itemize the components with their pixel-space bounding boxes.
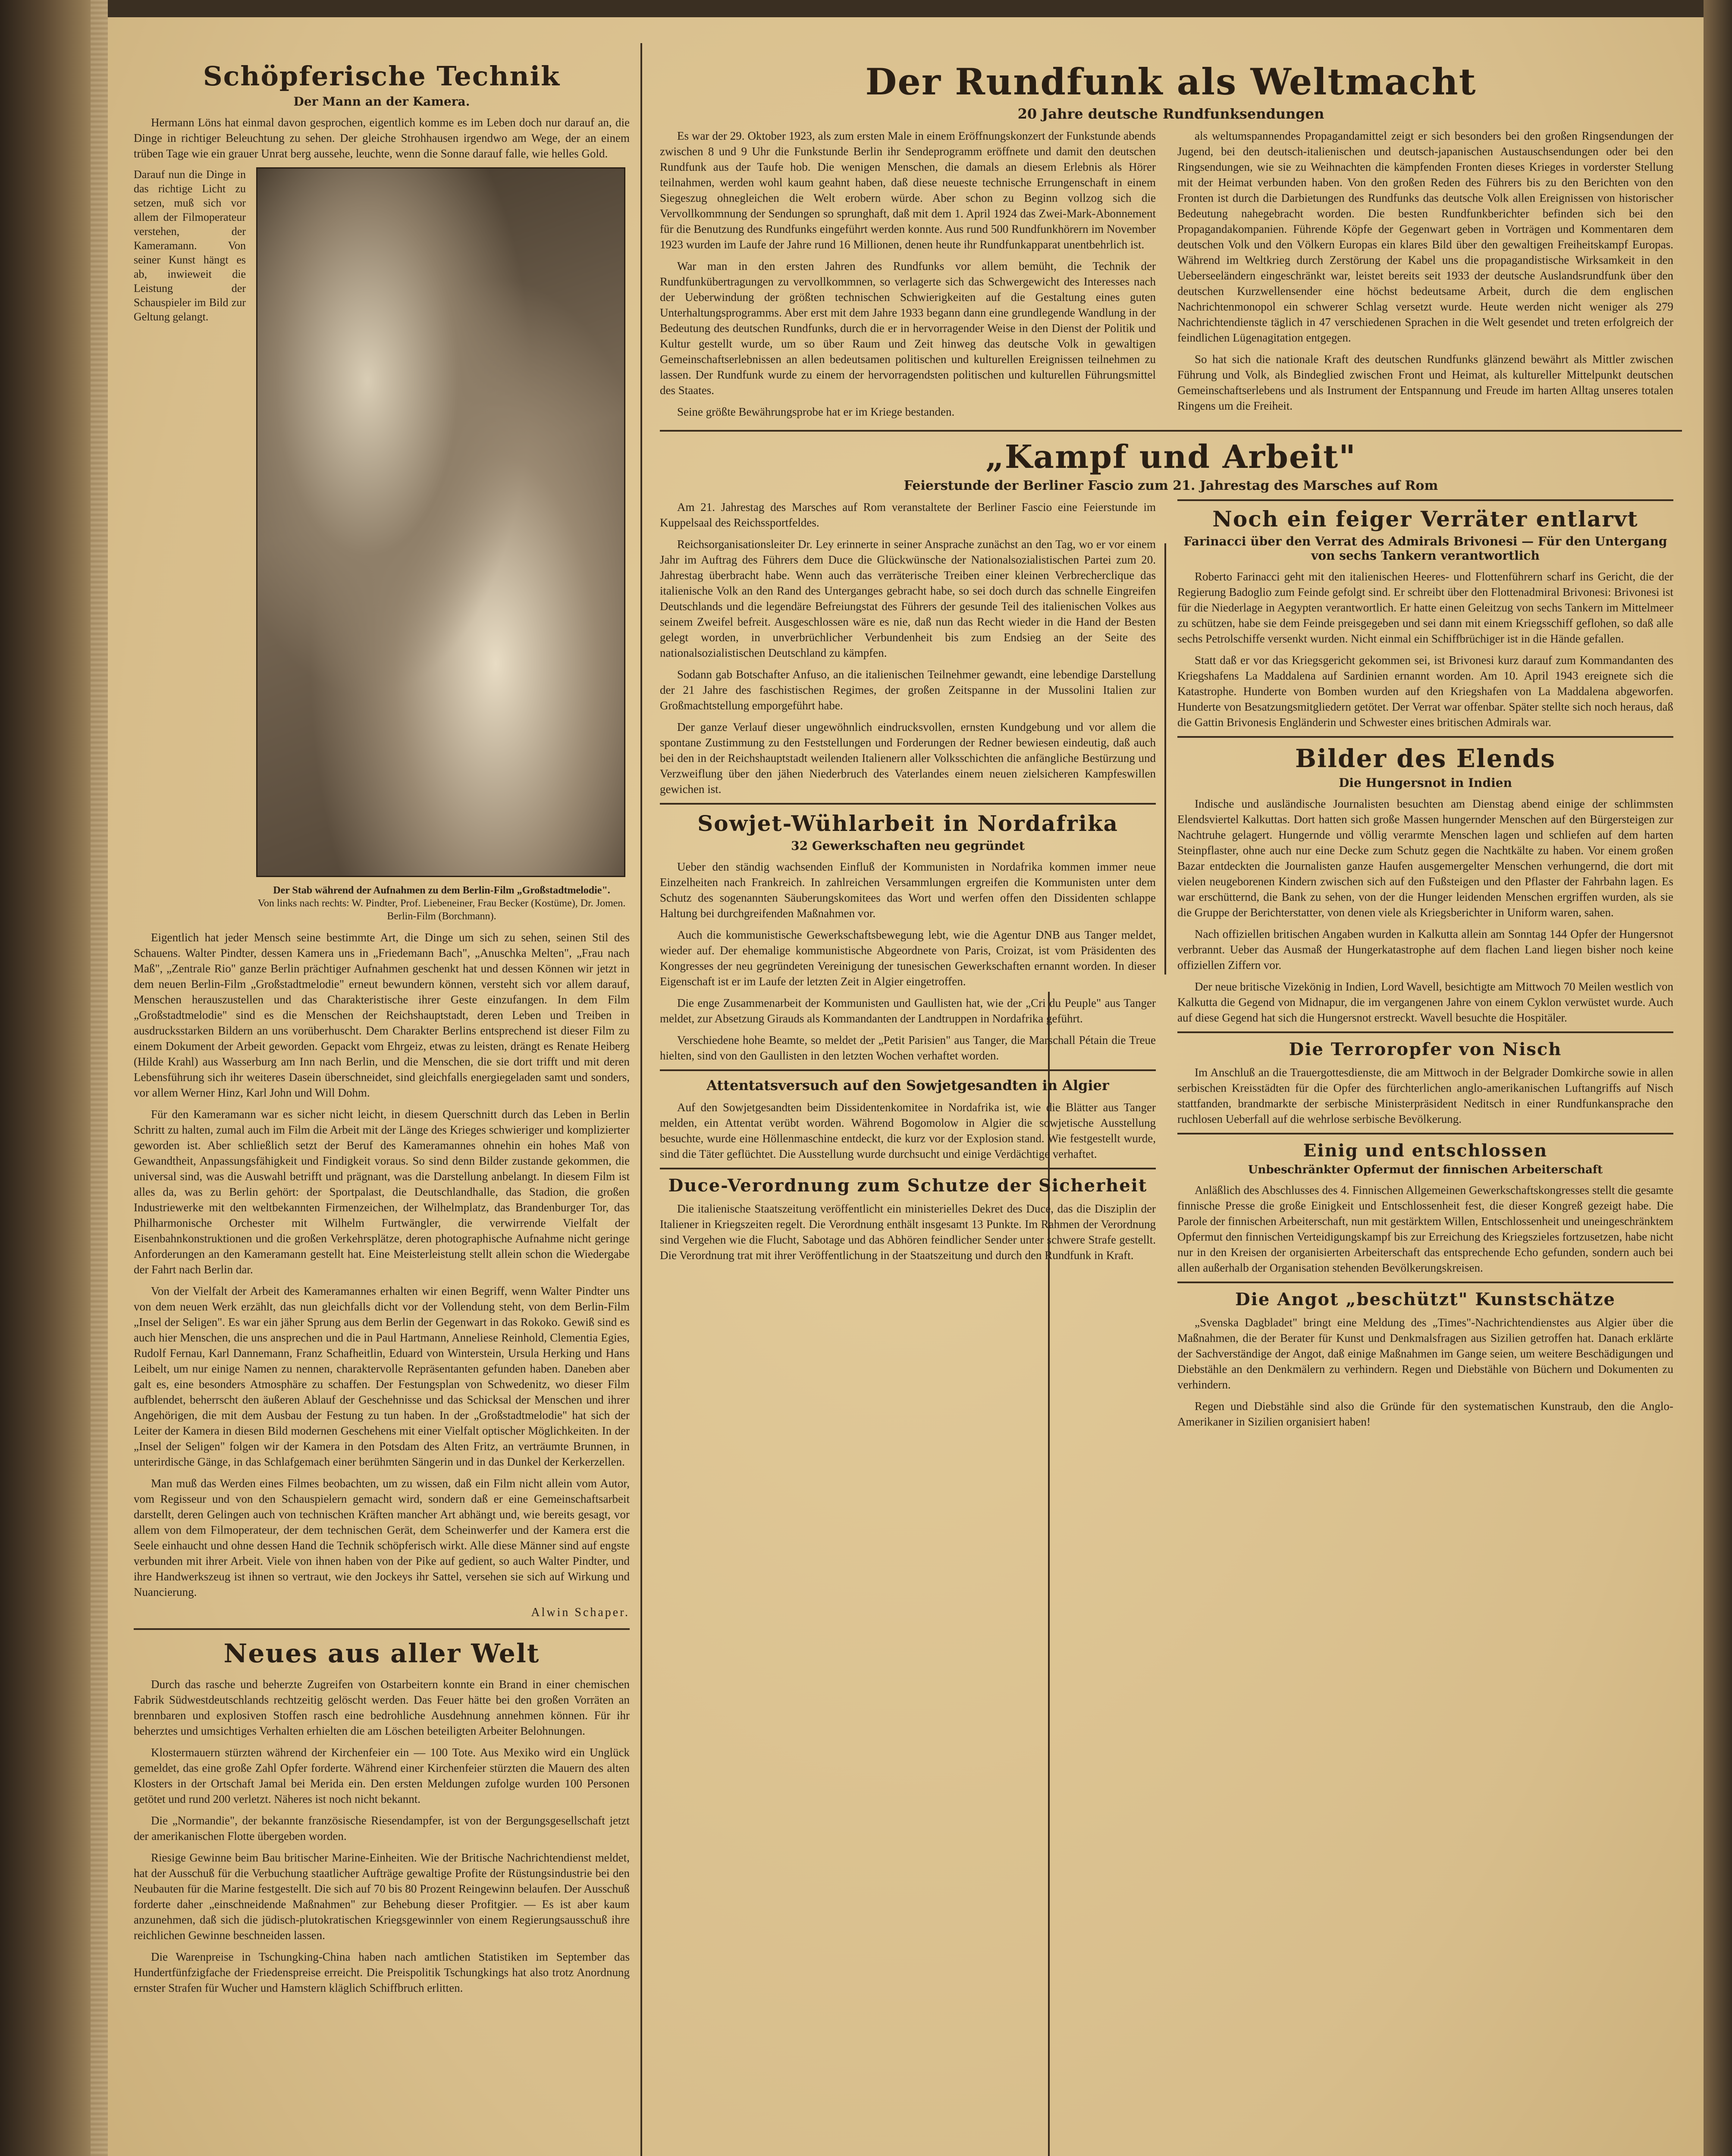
kampf-paragraph: Sodann gab Botschafter Anfuso, an die italienischen Teilnehmer gewandt, eine lebendige Darstellung der 21 Jahre des faschistischen Regimes, der großen Zeitspanne in der Mussolini Italien zur Großmachtstellung emporgeführt habe. bbox=[660, 668, 1156, 712]
kampf-paragraph: Der ganze Verlauf dieser ungewöhnlich eindrucksvollen, ernsten Kundgebung und vor allem die spontane Zustimmung zu den Feststellungen und Forderungen der Redner bewiesen eindeutig, daß auch bei den in der Reichshauptstadt weilenden Italienern aller Volksschichten die anfängliche Bestürzung und Verzweiflung über den jähen Niederbruch des Vaterlandes einem neuen zielsicheren Kampfeswillen gewichen ist. bbox=[660, 721, 1156, 796]
headline-bilder-des-elends: Bilder des Elends bbox=[1295, 744, 1556, 773]
headline-schoepferische-technik: Schöpferische Technik bbox=[203, 60, 561, 92]
rundfunk-paragraph: So hat sich die nationale Kraft des deutschen Rundfunks glänzend bewährt als Mittler zwischen Führung und Volk, als Bindeglied zwischen Front und Heimat, als kultureller Mittelpunkt deutschen Gemeinschaftserlebens und als Instrument der Entspannung und Freude im harten Alltag unseres totalen Ringens um die Freiheit. bbox=[1177, 353, 1673, 412]
kampf-paragraph: Reichsorganisationsleiter Dr. Ley erinnerte in seiner Ansprache zunächst an den Tag, wo er vor einem Jahr im Auftrag des Führers dem Duce die Glückwünsche der Nationalsozialistischen Partei zum 20. Jahrestag überbracht habe. Wenn auch das verräterische Treiben einer kleinen Verbrecherclique das italienische Volk an den Rand des Unterganges gebracht habe, so sei doch durch das schnelle Eingreifen Deutschlands und die legendäre Befreiungstat des Führers der gesunde Teil des italienischen Volkes aus seinem Zweifel befreit. Ausgeschlossen wäre es nie, daß nun das Recht wieder in die Hand der Besten gelegt worden, in unverbrüchlicher Verbundenheit bis zum Endsieg an der Seite des nationalsozialistischen Deutschland zu kämpfen. bbox=[660, 538, 1156, 659]
rundfunk-paragraph: War man in den ersten Jahren des Rundfunks vor allem bemüht, die Technik der Rundfunkübertragungen zu vervollkommnen, so verlagerte sich das Schwergewicht des Interesses nach der Ueberwindung der größten technischen Schwierigkeiten auf die Gestaltung eines guten Unterhaltungsprogramms. Aber erst mit dem Jahre 1933 begann dann eine grundlegende Wandlung in der Bedeutung des deutschen Rundfunks, durch die er in hervorragender Weise in den Dienst der Politik und Kultur gestellt wurde, um so über Raum und Zeit hinweg das deutsche Volk in gewaltigen Gemeinschaftserlebnissen an allen bedeutsamen politischen und kulturellen Ereignissen teilnehmen zu lassen. Der Rundfunk wurde zu einem der hervorragendsten politischen und kulturellen Führungsmittel des Staates. bbox=[660, 260, 1156, 397]
section-rule bbox=[1177, 736, 1673, 738]
subhead-einig: Unbeschränkter Opfermut der finnischen Arbeiterschaft bbox=[1248, 1163, 1603, 1176]
article-paragraph: Von der Vielfalt der Arbeit des Kameramannes erhalten wir einen Begriff, wenn Walter Pindter uns von dem neuen Werk erzählt, das nun gleichfalls dicht vor der Vollendung steht, von dem Berlin-Film „Insel der Seligen". Es war ein jäher Sprung aus dem Berlin der Gegenwart in das Rokoko. Gewiß sind es auch hier Menschen, die uns ansprechen und die in Paul Hartmann, Anneliese Reinhold, Clementia Egies, Rudolf Fernau, Karl Dannemann, Franz Schafheitlin, Eduard von Winterstein, Ursula Herking und Hans Leibelt, um nur einige Namen zu nennen, charaktervolle Repräsentanten gefunden haben. Daneben aber galt es, eine besonders Atmosphäre zu schaffen. Der Festungsplan von Schwedenitz, wo dieser Film aufblendet, beherrscht den äußeren Ablauf der Geschehnisse und das Schicksal der Menschen und ihrer Angehörigen, die mit dem Ausbau der Festung zu tun haben. In der „Großstadtmelodie" hat sich der Leiter der Kamera in diesen Bild modernen Geschehens mit einer Vielfalt optischer Möglichkeiten. In der „Insel der Seligen" folgen wir der Kamera in den Potsdam des Alten Fritz, an verträumte Brunnen, in unterirdische Gänge, in das Schlafgemach einer berühmten Sängerin und in das Dunkel der Kerkerzellen. bbox=[134, 1285, 630, 1468]
rundfunk-paragraph: als weltumspannendes Propagandamittel zeigt er sich besonders bei den großen Ringsendungen der Jugend, bei den deutsch-italienischen und deutsch-japanischen Austauschsendungen oder bei den Ringsendungen, wie sie zu Weihnachten die kämpfenden Fronten dieses Krieges in vorderster Stellung mit der Heimat verbunden haben. Von den großen Reden des Führers bis zu den Berichten von den Fronten ist durch die Darbietungen des Rundfunks das deutsche Volk allen Ereignissen von historischer Bedeutung nahegebracht worden. Die besten Rundfunkberichter befinden sich bei den Propagandakompanien. Führende Köpfe der Gegenwart geben in Vorträgen und Kommentaren dem deutschen Volk und den Völkern Europas ein klares Bild über den gewaltigen Freiheitskampf Europas. Während im Weltkrieg durch Zerstörung der Kabel uns die propagandistische Wirksamkeit in den Ueberseeländern eingeschränkt war, leistet bereits seit 1933 der deutsche Auslandsrundfunk über den deutschen Kurzwellensender eine höchst bedeutsame Arbeit, durch die dem englischen Nachrichtenmonopol ein schwerer Schlag versetzt wurde. Heute werden nicht weniger als 279 Nachrichtendienste täglich in 47 verschiedenen Sprachen in die Welt gesendet und treten erfolgreich der feindlichen Lügenagitation entgegen. bbox=[1177, 129, 1673, 344]
photo-caption-title: Der Stab während der Aufnahmen zu dem Berlin-Film „Großstadtmelodie". bbox=[273, 885, 610, 896]
headline-verraeter: Noch ein feiger Verräter entlarvt bbox=[1212, 506, 1638, 532]
headline-neues-aus-aller-welt: Neues aus aller Welt bbox=[223, 1639, 540, 1669]
photo-caption-detail: Von links nach rechts: W. Pindter, Prof. Liebeneiner, Frau Becker (Kostüme), Dr. Jomen. Berlin-Film (Borchmann). bbox=[257, 898, 626, 922]
subhead-kampf: Feierstunde der Berliner Fascio zum 21. Jahrestag des Marsches auf Rom bbox=[904, 478, 1438, 493]
headline-sowjet-wuehlarbeit: Sowjet-Wühlarbeit in Nordafrika bbox=[697, 811, 1118, 836]
subhead-elend: Die Hungersnot in Indien bbox=[1339, 776, 1512, 790]
news-item: Klostermauern stürzten während der Kirchenfeier ein — 100 Tote. Aus Mexiko wird ein Unglück gemeldet, das eine große Zahl Opfer forderte. Während einer Kirchenfeier stürzten die Mauern des alten Klosters in der Ortschaft Jamal bei Merida ein. Den ersten Meldungen zufolge wurden 100 Personen getötet und rund 200 verletzt. Näheres ist noch nicht bekannt. bbox=[134, 1746, 630, 1805]
rundfunk-paragraph: Seine größte Bewährungsprobe hat er im Kriege bestanden. bbox=[677, 405, 955, 418]
terror-paragraph: Im Anschluß an die Trauergottesdienste, die am Mittwoch in der Belgrader Domkirche sowie in allen serbischen Kreisstädten für die Opfer des fürchterlichen anglo-amerikanischen Luftangriffs auf Nisch stattfanden, brandmarkte der serbische Ministerpräsident Neditsch in einer Rundfunkansprache den ruchlosen Ueberfall auf die wehrlose serbische Bevölkerung. bbox=[1177, 1066, 1673, 1125]
article-paragraph: Hermann Löns hat einmal davon gesprochen, eigentlich komme es im Leben doch nur darauf an, die Dinge in richtiger Beleuchtung zu sehen. Der gleiche Strohhausen irgendwo am Wege, der an einem trüben Tage wie ein grauer Unrat berg aussehe, leuchte, wenn die Sonne darauf falle, wie helles Gold. bbox=[134, 116, 630, 160]
verraeter-paragraph: Roberto Farinacci geht mit den italienischen Heeres- und Flottenführern scharf ins Gericht, die der Regierung Badoglio zum Feinde gefolgt sind. Er schreibt über den Flottenadmiral Brivonesi: Brivonesi ist für die Niederlage in Aegypten verantwortlich. Er hatte einen Geleitzug von sechs Tankern im Mittelmeer zu schützen, habe sie dem Feinde preisgegeben und sei dann mit einem Kriegsschiff geflohen, so daß alle sechs Petrolschiffe versenkt wurden. Nicht einmal ein Schiffbrüchiger ist in die Hände gefallen. bbox=[1177, 570, 1673, 645]
column-rule-left bbox=[640, 43, 642, 2156]
section-rule bbox=[1177, 1282, 1673, 1283]
headline-terroropfer: Die Terroropfer von Nisch bbox=[1289, 1039, 1562, 1059]
attentat-paragraph: Auf den Sowjetgesandten beim Dissidentenkomitee in Nordafrika ist, wie die Blätter aus Tanger melden, ein Attentat verübt worden. Während Bogomolow in Algier die sowjetische Ausstellung besuchte, wurde eine Höllenmaschine entdeckt, die kurz vor der Explosion stand. Wie festgestellt wurde, sind die Täter geflüchtet. Die Ausstellung wurde durchsucht und einige Verdächtige verhaftet. bbox=[660, 1101, 1156, 1160]
newspaper-page bbox=[108, 17, 1704, 2156]
duce-paragraph: Die italienische Staatszeitung veröffentlicht ein ministerielles Dekret des Duce, das die Disziplin der Italiener in Kriegszeiten regelt. Die Verordnung enthält insgesamt 13 Punkte. Im Rahmen der Verordnung sind Vergehen wie die Flucht, Sabotage und das Abhören feindlicher Sender unter schwere Strafe gestellt. Die Verordnung trat mit ihrer Veröffentlichung in der Staatszeitung und durch den Rundfunk in Kraft. bbox=[660, 1202, 1156, 1262]
section-rule bbox=[1177, 1133, 1673, 1134]
headline-rundfunk-weltmacht: Der Rundfunk als Weltmacht bbox=[865, 60, 1477, 103]
section-rule bbox=[660, 1168, 1156, 1169]
sowjet-paragraph: Verschiedene hohe Beamte, so meldet der „Petit Parisien" aus Tanger, die Marschall Pétain die Treue hielten, sind von den Gaullisten in den letzten Wochen verhaftet worden. bbox=[660, 1034, 1156, 1062]
headline-angot: Die Angot „beschützt" Kunstschätze bbox=[1235, 1289, 1616, 1310]
news-item: Die „Normandie", der bekannte französische Riesendampfer, ist von der Bergungsgesellschaft jetzt der amerikanischen Flotte übergeben worden. bbox=[134, 1814, 630, 1843]
column-left bbox=[134, 60, 630, 2002]
headline-duce-verordnung: Duce-Verordnung zum Schutze der Sicherheit bbox=[668, 1175, 1148, 1196]
article-paragraph: Für den Kameramann war es sicher nicht leicht, in diesem Querschnitt durch das Leben in Berlin Schritt zu halten, zumal auch im Film die Arbeit mit der Länge des Krieges schwieriger und komplizierter geworden ist. Aber schließlich setzt der Beruf des Kameramannes ohnehin ein hohes Maß von Gewandtheit, Anpassungsfähigkeit und Findigkeit voraus. So sind denn Bilder zustande gekommen, die universal sind, was die Auswahl betrifft und prägnant, was die Darstellung anbelangt. In diesem Film ist alles da, was zu Berlin gehört: der Sportpalast, die Deutschlandhalle, das Stadion, die großen Industriewerke mit den weltbekannten Firmenzeichen, der Wilhelmplatz, das Brandenburger Tor, das Philharmonische Orchester mit Wilhelm Furtwängler, die verwirrende Vielfalt der Eisenbahnkonstruktionen und die großen Verkehrsplätze, deren photographische Aufnahme nicht geringe Anforderungen an den Kameramann gestellt hat. Eine Meisterleistung stellt allein schon die Wiedergabe der Fahrt nach Berlin dar. bbox=[134, 1108, 630, 1276]
rundfunk-paragraph: Es war der 29. Oktober 1923, als zum ersten Male in einem Eröffnungskonzert der Funkstunde abends zwischen 8 und 9 Uhr die Funkstunde Berlin ihr Sendeprogramm eröffnete und damit den deutschen Rundfunk aus der Taufe hob. Die wenigen Menschen, die damals an diesem Erlebnis als Hörer teilnahmen, werden wohl kaum geahnt haben, daß diese neueste technische Errungenschaft in einem Siegeszug ohnegleichen die Welt erobern würde. Aber schon zu Beginn vollzog sich die Vervollkommnung der Sendungen so sprunghaft, daß mit dem 1. April 1924 das Zwei-Mark-Abonnement für die Benutzung des Rundfunks eingeführt werden konnte. Aus rund 500 Rundfunkhörern im November 1923 wurden im Laufe der Jahre rund 16 Millionen, denen heute ihr Rundfunkapparat unentbehrlich ist. bbox=[660, 129, 1156, 251]
subhead-sowjet: 32 Gewerkschaften neu gegründet bbox=[791, 839, 1025, 853]
elend-paragraph: Nach offiziellen britischen Angaben wurden in Kalkutta allein am Sonntag 144 Opfer der Hungersnot verbrannt. Ueber das Ausmaß der Hungerkatastrophe auf dem flachen Land liegen bisher noch keine offiziellen Ziffern vor. bbox=[1177, 928, 1673, 971]
article-paragraph: Man muß das Werden eines Filmes beobachten, um zu wissen, daß ein Film nicht allein vom Autor, vom Regisseur und von den Schauspielern gemacht wird, sondern daß er eine Gemeinschaftsarbeit darstellt, deren Gelingen auch von technischen Kräften mancher Art abhängt und, wie bereits gesagt, vor allem von dem Filmoperateur, der dem technischen Gerät, dem Scheinwerfer und der Kamera erst die Seele einhaucht und ohne dessen Hand die Technik schöpferisch wirkt. Alle diese Männer sind auf engste verbunden mit ihrer Arbeit. Viele von ihnen haben von der Pike auf gedient, so auch Walter Pindter, und ihre Handwerkszeug ist ihnen so vertraut, wie den Jockeys ihr Sattel, versehen sie sich auf Wirkung und Nuancierung. bbox=[134, 1477, 630, 1598]
section-rule bbox=[660, 430, 1682, 432]
section-rule bbox=[1177, 1031, 1673, 1033]
subhead-kamera: Der Mann an der Kamera. bbox=[293, 94, 470, 109]
news-item: Durch das rasche und beherzte Zugreifen von Ostarbeitern konnte ein Brand in einer chemischen Fabrik Südwestdeutschlands rechtzeitig gelöscht werden. Das Feuer hätte bei den großen Vorräten an brennbaren und explosiven Stoffen rasch eine bedrohliche Ausdehnung annehmen können. Für ihr beherztes und umsichtiges Verhalten erhielten die am Löschen beteiligten Arbeiter Belohnungen. bbox=[134, 1678, 630, 1737]
einig-paragraph: Anläßlich des Abschlusses des 4. Finnischen Allgemeinen Gewerkschaftskongresses stellt die gesamte finnische Presse die große Einigkeit und Entschlossenheit fest, die dieser Kongreß gezeigt habe. Die Parole der finnischen Arbeiterschaft, nun mit gestärktem Willen, Entschlossenheit und uneingeschränktem Opfermut den finnischen Verteidigungskampf bis zur Erreichung des Kriegszieles fortzusetzen, habe nicht nur in den Kreisen der organisierten Arbeiterschaft das entsprechende Echo gefunden, sondern auch bei allen außerhalb der Organisation stehenden Bevölkerungskreisen. bbox=[1177, 1184, 1673, 1274]
verraeter-paragraph: Statt daß er vor das Kriegsgericht gekommen sei, ist Brivonesi kurz darauf zum Kommandanten des Kriegshafens La Maddalena auf Sardinien ernannt worden. Am 10. April 1943 ereignete sich die Katastrophe. Hunderte von Bomben wurden auf den Kriegshafen von La Maddalena abgeworfen. Hunderte von Besatzungsmitgliedern getötet. Der Verrat war offenbar. Später stellte sich noch heraus, daß die Gattin Brivonesis Engländerin und Schwester eines britischen Admirals war. bbox=[1177, 654, 1673, 729]
angot-paragraph: Regen und Diebstähle sind also die Gründe für den systematischen Kunstraub, den die Anglo-Amerikaner in Sizilien organisiert haben! bbox=[1177, 1400, 1673, 1428]
page-edge-shadow bbox=[1704, 0, 1732, 2156]
section-rule bbox=[660, 1069, 1156, 1071]
headline-einig: Einig und entschlossen bbox=[1303, 1141, 1548, 1161]
elend-paragraph: Indische und ausländische Journalisten besuchten am Dienstag abend einige der schlimmsten Elendsviertel Kalkuttas. Dort hatten sich große Massen hungernder Menschen auf den Bürgersteigen zur Nachtruhe gelagert. Hungernde und völlig verarmte Menschen lagen und schliefen auf dem harten Steinpflaster, ohne auch nur eine Decke zum Schutz gegen die Nachtkälte zu haben. Vor einem großen Bazar entdeckten die Journalisten ganze Haufen ausgemergelter Menschen verhungernd, die dort mit vielen neugeborenen Kindern zwischen sich auf den Fußsteigen und den Pflaster der Fahrbahn lagen. Es war erschütternd, die Bank zu sehen, von der die Hunger leidenden Menschen ergriffen wurden, als sie die Gruppe der Berichterstatter, von denen viele als Kriegsberichter in Uniform waren, sahen. bbox=[1177, 797, 1673, 919]
angot-paragraph: „Svenska Dagbladet" bringt eine Meldung des „Times"-Nachrichtendienstes aus Algier über die Maßnahmen, die der Berater für Kunst und Denkmalsfragen aus Sizilien getroffen hat. Danach erklärte der Sachverständige der Angot, daß einige Maßnahmen im Gange seien, um weitere Beschädigungen und Diebstähle an den Denkmälern zu verhindern. Regen und Diebstähle von Büchern und Dokumenten zu verhindern. bbox=[1177, 1316, 1673, 1391]
article-paragraph: Darauf nun die Dinge in das richtige Licht zu setzen, muß sich vor allem der Filmoperateur verstehen, der Kameramann. Von seiner Kunst hängt es ab, inwieweit die Leistung der Schauspieler im Bild zur Geltung gelangt. bbox=[134, 168, 246, 323]
photo-film-crew bbox=[256, 167, 625, 877]
kampf-paragraph: Am 21. Jahrestag des Marsches auf Rom veranstaltete der Berliner Fascio eine Feierstunde im Kuppelsaal des Reichssportfeldes. bbox=[660, 501, 1156, 529]
sowjet-paragraph: Ueber den ständig wachsenden Einfluß der Kommunisten in Nordafrika kommen immer neue Einzelheiten nach Frankreich. In zahlreichen Versammlungen ergreifen die Kommunisten unter dem Schutz des sogenannten Säuberungskomitees das Wort und werfen offen den Dissidenten schlappe Haltung bei durchgreifenden Maßnahmen vor. bbox=[660, 860, 1156, 920]
section-rule bbox=[660, 803, 1156, 805]
headline-kampf-und-arbeit: „Kampf und Arbeit" bbox=[985, 439, 1356, 476]
subhead-rundfunk: 20 Jahre deutsche Rundfunksendungen bbox=[1017, 106, 1324, 122]
headline-attentat: Attentatsversuch auf den Sowjetgesandten in Algier bbox=[706, 1077, 1109, 1094]
sowjet-paragraph: Auch die kommunistische Gewerkschaftsbewegung lebt, wie die Agentur DNB aus Tanger meldet, wieder auf. Der ehemalige kommunistische Abgeordnete von Paris, Croizat, ist vom Präsidenten des Kongresses der neu gegründeten Vereinigung der tunesischen Gewerkschaften ernannt worden. In dieser Eigenschaft ist er im Laufe der letzten Zeit in Algier eingetroffen. bbox=[660, 928, 1156, 988]
book-binding bbox=[0, 0, 108, 2156]
news-item: Die Warenpreise in Tschungking-China haben nach amtlichen Statistiken im September das Hundertfünfzigfache der Friedenspreise erreicht. Die Preispolitik Tschungkings hat also trotz Anordnung ernster Strafen für Wucher und Hamstern kläglich Schiffbruch erlitten. bbox=[134, 1950, 630, 1994]
column-right-block bbox=[660, 60, 1682, 1435]
article-byline: Alwin Schaper. bbox=[531, 1606, 630, 1619]
section-rule bbox=[1177, 499, 1673, 501]
subhead-verraeter: Farinacci über den Verrat des Admirals Brivonesi — Für den Untergang von sechs Tankern verantwortlich bbox=[1183, 534, 1667, 563]
sowjet-paragraph: Die enge Zusammenarbeit der Kommunisten und Gaullisten hat, wie der „Cri du Peuple" aus Tanger meldet, zur Absetzung Girauds als Kommandanten der Landtruppen in Nordafrika geführt. bbox=[660, 997, 1156, 1025]
section-rule bbox=[134, 1628, 630, 1630]
elend-paragraph: Der neue britische Vizekönig in Indien, Lord Wavell, besichtigte am Mittwoch 70 Meilen westlich von Kalkutta die Gegend von Midnapur, die im vergangenen Jahre von einem Cyklon verwüstet wurde. Auch auf diese Gegend hat sich die Hungersnot erstreckt. Wavell besuchte die Hospitäler. bbox=[1177, 980, 1673, 1024]
news-item: Riesige Gewinne beim Bau britischer Marine-Einheiten. Wie der Britische Nachrichtendienst meldet, hat der Ausschuß für die Verbuchung staatlicher Aufträge gewaltige Profite der Rüstungsindustrie bei den Neubauten für die Marine festgestellt. Die sich auf 70 bis 80 Prozent Reingewinn belaufen. Der Ausschuß forderte daher „einschneidende Maßnahmen" zur Behebung dieser Profitgier. — Es ist aber kaum anzunehmen, daß sich die jüdisch-plutokratischen Kriegsgewinnler von einem Regierungsausschuß ihre reichlichen Gewinne beschneiden lassen. bbox=[134, 1851, 630, 1942]
article-paragraph: Eigentlich hat jeder Mensch seine bestimmte Art, die Dinge um sich zu sehen, seinen Stil des Schauens. Walter Pindter, dessen Kamera uns in „Friedemann Bach", „Anuschka Melten", „Frau nach Maß", „Zentrale Rio" ganze Berlin prächtiger Aufnahmen geschenkt hat und dessen Können wir jetzt in dem neuen Berlin-Film „Großstadtmelodie" erneut bewundern können, versteht sich vor allem darauf, Menschen herauszustellen und das Charakteristische ihrer Geste einzufangen. In dem Film „Großstadtmelodie" sind es die Menschen der Reichshauptstadt, deren Leben und Treiben in ausdrucksstarken Bildern an uns vorüberhuscht. Dem Charakter Berlins entsprechend ist dieser Film zu einem Dokument der Arbeit geworden. Gepackt vom Ehrgeiz, etwas zu leisten, drängt es Renate Heiberg (Hilde Krahl) aus Wasserburg am Inn nach Berlin, und die Menschen, die sie dort trifft und mit deren Lebensführung sich ihr weiteres Dasein überschneidet, sind gleichfalls energiegeladen samt und sonders, vor allem Werner Hinz, Karl John und Will Dohm. bbox=[134, 931, 630, 1099]
